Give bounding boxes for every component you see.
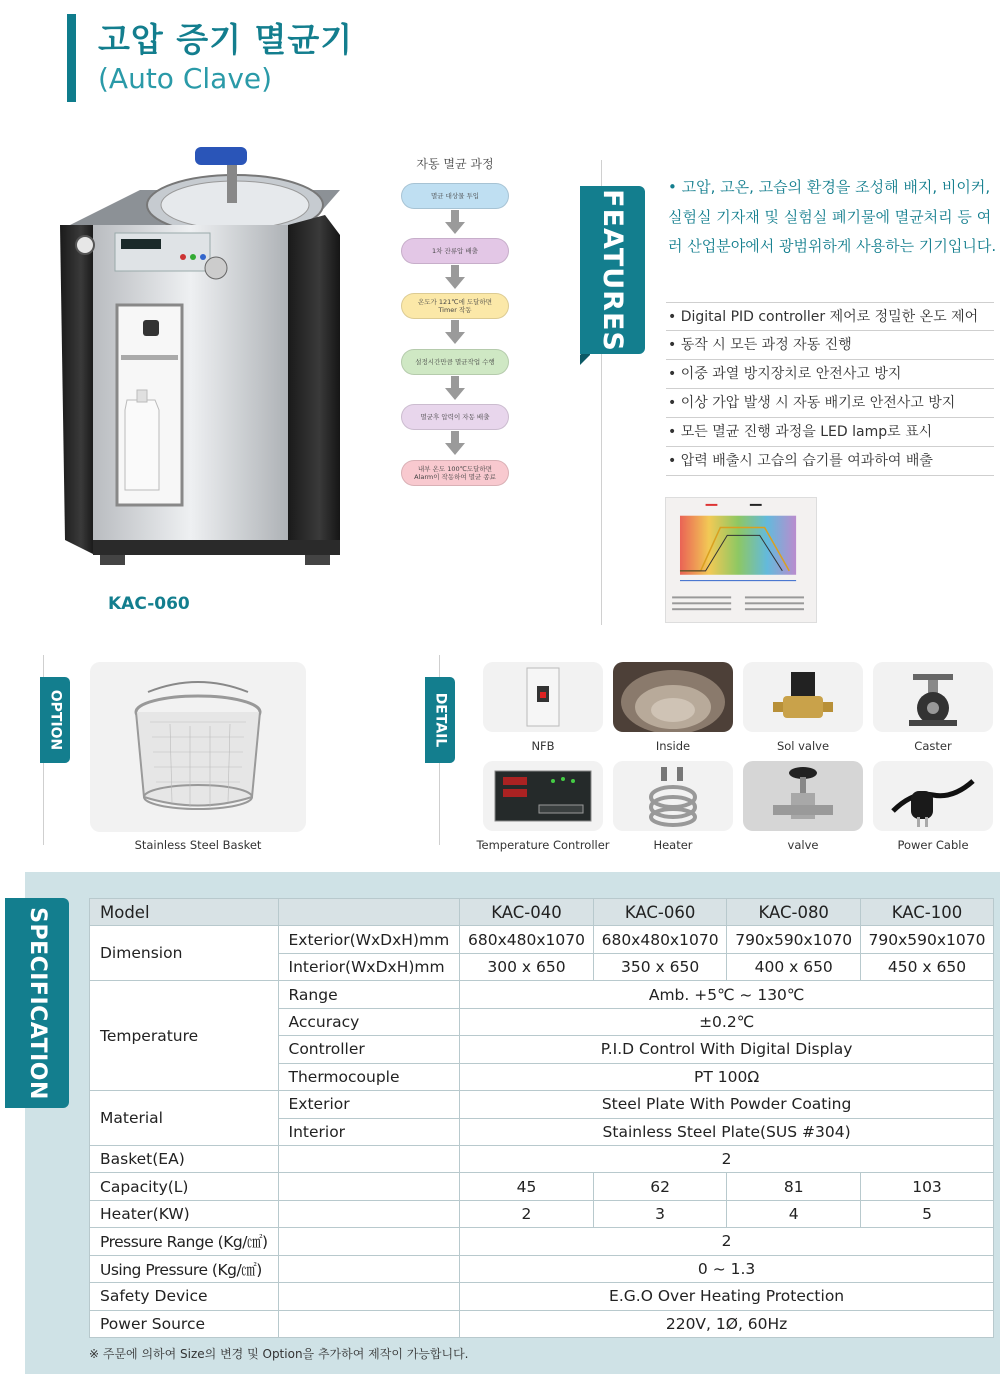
table-row: [90, 1310, 994, 1337]
detail-card-valve: [743, 761, 863, 831]
feature-item: • 이상 가압 발생 시 자동 배기로 안전사고 방지: [666, 389, 994, 418]
table-header-row: [90, 899, 994, 926]
arrow-down-icon: [445, 210, 465, 234]
features-list: [666, 302, 994, 476]
cell: 0 ~ 1.3: [460, 1255, 994, 1282]
cell: 400 x 650: [727, 953, 861, 980]
cell: P.I.D Control With Digital Display: [460, 1036, 994, 1063]
header-model: Model: [90, 899, 279, 926]
process-step: 1차 잔류압 배출: [401, 238, 509, 264]
cell: 2: [460, 1200, 594, 1227]
detail-caption: Heater: [653, 838, 693, 852]
sub-label: Exterior: [278, 1091, 460, 1118]
feature-item: • 모든 멸균 진행 과정을 LED lamp로 표시: [666, 418, 994, 447]
cell: Amb. +5℃ ~ 130℃: [460, 981, 994, 1008]
detail-caption: Power Cable: [897, 838, 969, 852]
detail-card-power-cable: [873, 761, 993, 831]
feature-item: • Digital PID controller 제어로 정밀한 온도 제어: [666, 302, 994, 331]
features-intro: • 고압, 고온, 고습의 환경을 조성해 배지, 비이커, 실험실 기자재 및 실험실 폐기물에 멸균처리 등 여러 산업분야에서 광범위하게 사용하는 기기입니다.: [668, 178, 997, 255]
detail-card-temperature-controller: [483, 761, 603, 831]
table-row: [90, 1283, 994, 1310]
sub-label: Interior(WxDxH)mm: [278, 953, 460, 980]
detail-caption: Inside: [655, 739, 691, 753]
process-title: 자동 멸균 과정: [416, 157, 494, 171]
option-card: [90, 662, 306, 832]
sol-valve-image: [743, 662, 863, 732]
temperature-pressure-graph-image: [665, 497, 817, 623]
specification-tab: SPECIFICATION: [5, 898, 69, 1108]
heater-image: [613, 761, 733, 831]
row-label-material: Material: [90, 1091, 279, 1146]
detail-card-heater: [613, 761, 733, 831]
cell: 450 x 650: [861, 953, 994, 980]
cell: 2: [460, 1228, 994, 1255]
page-title: 고압 증기 멸균기: [98, 20, 354, 59]
cell: 220V, 1Ø, 60Hz: [460, 1310, 994, 1337]
process-step: 멸균후 압력이 자동 배출: [401, 404, 509, 430]
cell: PT 100Ω: [460, 1063, 994, 1090]
cell: 103: [861, 1173, 994, 1200]
valve-image: [743, 761, 863, 831]
basket-image: [90, 662, 306, 832]
row-label-pressure-range: Pressure Range (Kg/㎠): [90, 1228, 279, 1255]
cell: 4: [727, 1200, 861, 1227]
cell: 81: [727, 1173, 861, 1200]
nfb-image: [483, 662, 603, 732]
detail-caption: NFB: [531, 739, 555, 753]
table-row: [90, 1091, 994, 1118]
sub-label: Range: [278, 981, 460, 1008]
cell: 62: [593, 1173, 727, 1200]
detail-caption: Caster: [914, 739, 952, 753]
row-label-temperature: Temperature: [90, 981, 279, 1091]
process-step: 내부 온도 100℃도달하면 Alarm이 작동하여 멸균 종료: [401, 460, 509, 486]
table-row: [90, 926, 994, 953]
cell: 790x590x1070: [727, 926, 861, 953]
header-model-name: KAC-080: [727, 899, 861, 926]
detail-card-inside: [613, 662, 733, 732]
header-model-name: KAC-040: [460, 899, 594, 926]
autoclave-product-image: [55, 145, 345, 575]
table-row: [90, 1228, 994, 1255]
process-step: 멸균 대상물 투입: [401, 183, 509, 209]
row-label-using-pressure: Using Pressure (Kg/㎠): [90, 1255, 279, 1282]
row-label-heater: Heater(KW): [90, 1200, 279, 1227]
detail-caption: Sol valve: [776, 739, 830, 753]
specification-note: ※ 주문에 의하여 Size의 변경 및 Option을 추가하여 제작이 가능합니다.: [89, 1347, 469, 1361]
cell: 45: [460, 1173, 594, 1200]
row-label-safety-device: Safety Device: [90, 1283, 279, 1310]
header-model-name: KAC-100: [861, 899, 994, 926]
table-row: [90, 1200, 994, 1227]
sub-label: Thermocouple: [278, 1063, 460, 1090]
table-row: [90, 1255, 994, 1282]
detail-card-caster: [873, 662, 993, 732]
arrow-down-icon: [445, 320, 465, 344]
row-label-dimension: Dimension: [90, 926, 279, 981]
cell: 300 x 650: [460, 953, 594, 980]
page-subtitle: (Auto Clave): [98, 62, 273, 95]
arrow-down-icon: [445, 376, 465, 400]
feature-item: • 압력 배출시 고습의 습기를 여과하여 배출: [666, 447, 994, 476]
sub-label: Accuracy: [278, 1008, 460, 1035]
detail-card-sol-valve: [743, 662, 863, 732]
feature-item: • 동작 시 모든 과정 자동 진행: [666, 331, 994, 360]
inside-chamber-image: [613, 662, 733, 732]
power-cable-image: [873, 761, 993, 831]
detail-caption: Temperature Controller: [476, 838, 610, 852]
process-step: 온도가 121℃에 도달하면 Timer 작동: [401, 293, 509, 319]
table-row: [90, 981, 994, 1008]
arrow-down-icon: [445, 431, 465, 455]
row-label-capacity: Capacity(L): [90, 1173, 279, 1200]
detail-card-nfb: [483, 662, 603, 732]
sub-label: Interior: [278, 1118, 460, 1145]
detail-caption: valve: [787, 838, 819, 852]
cell: 5: [861, 1200, 994, 1227]
table-row: [90, 1145, 994, 1172]
sub-label: Controller: [278, 1036, 460, 1063]
header-model-name: KAC-060: [593, 899, 727, 926]
caster-image: [873, 662, 993, 732]
cell: Stainless Steel Plate(SUS #304): [460, 1118, 994, 1145]
cell: ±0.2℃: [460, 1008, 994, 1035]
cell: 680x480x1070: [593, 926, 727, 953]
specification-table: [89, 898, 994, 1338]
cell: E.G.O Over Heating Protection: [460, 1283, 994, 1310]
detail-tab: DETAIL: [425, 677, 455, 763]
title-accent-bar: [67, 14, 76, 102]
option-tab: OPTION: [40, 677, 70, 763]
product-model-label: KAC-060: [108, 594, 190, 614]
features-tab: FEATURES: [580, 186, 645, 354]
row-label-basket: Basket(EA): [90, 1145, 279, 1172]
cell: Steel Plate With Powder Coating: [460, 1091, 994, 1118]
table-row: [90, 1173, 994, 1200]
cell: 2: [460, 1145, 994, 1172]
cell: 680x480x1070: [460, 926, 594, 953]
cell: 3: [593, 1200, 727, 1227]
arrow-down-icon: [445, 265, 465, 289]
cell: 350 x 650: [593, 953, 727, 980]
row-label-power-source: Power Source: [90, 1310, 279, 1337]
sub-label: Exterior(WxDxH)mm: [278, 926, 460, 953]
feature-item: • 이중 과열 방지장치로 안전사고 방지: [666, 360, 994, 389]
option-caption: Stainless Steel Basket: [134, 838, 262, 852]
cell: 790x590x1070: [861, 926, 994, 953]
temperature-controller-image: [483, 761, 603, 831]
process-step: 설정시간만큼 멸균작업 수행: [401, 349, 509, 375]
